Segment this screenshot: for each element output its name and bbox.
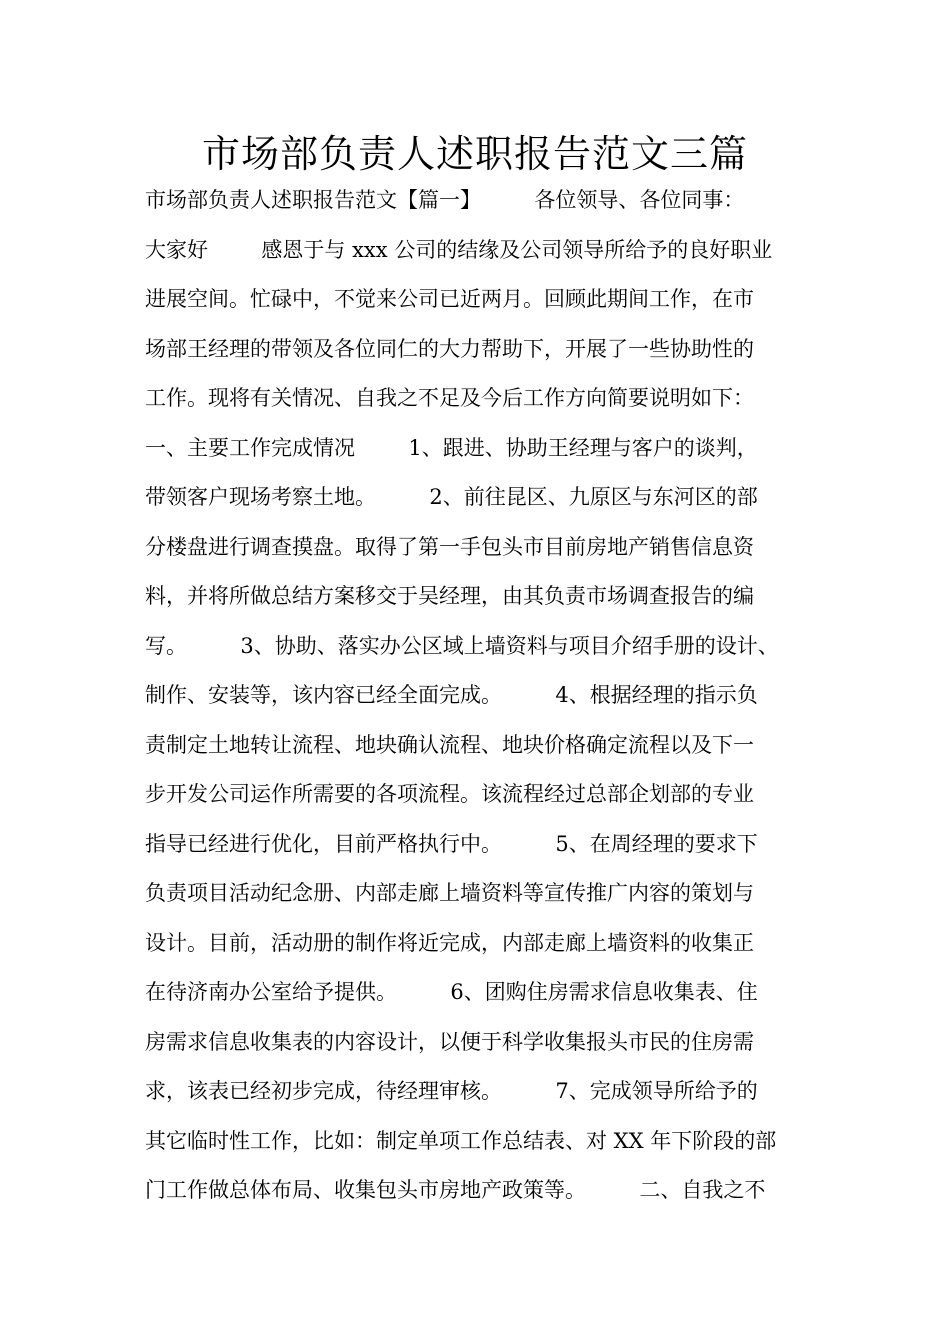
document-title: 市场部负责人述职报告范文三篇: [201, 132, 748, 176]
body-line: 料，并将所做总结方案移交于吴经理，由其负责市场调查报告的编: [145, 584, 754, 608]
body-line: 写。 3、协助、落实办公区域上墙资料与项目介绍手册的设计、: [145, 633, 779, 658]
body-line: 指导已经进行优化，目前严格执行中。 5、在周经理的要求下: [145, 831, 758, 856]
body-line: 一、主要工作完成情况 1、跟进、协助王经理与客户的谈判，: [145, 435, 758, 460]
body-line: 求，该表已经初步完成，待经理审核。 7、完成领导所给予的: [145, 1079, 758, 1103]
document-body: [145, 176, 825, 1216]
body-line: 分楼盘进行调查摸盘。取得了第一手包头市目前房地产销售信息资: [145, 534, 754, 559]
body-line: 负责项目活动纪念册、内部走廊上墙资料等宣传推广内容的策划与: [145, 881, 754, 905]
body-line: 设计。目前，活动册的制作将近完成，内部走廊上墙资料的收集正: [145, 930, 754, 955]
body-line: 房需求信息收集表的内容设计，以便于科学收集报头市民的住房需: [145, 1029, 754, 1054]
body-line: 步开发公司运作所需要的各项流程。该流程经过总部企划部的专业: [145, 782, 754, 806]
body-line: 门工作做总体布局、收集包头市房地产政策等。 二、自我之不: [145, 1178, 766, 1202]
body-line: 工作。现将有关情况、自我之不足及今后工作方向简要说明如下：: [145, 386, 754, 410]
body-line: 带领客户现场考察土地。 2、前往昆区、九原区与东河区的部: [145, 485, 758, 509]
body-line: 场部王经理的带领及各位同仁的大力帮助下，开展了一些协助性的: [145, 336, 754, 361]
body-line: 在待济南办公室给予提供。 6、团购住房需求信息收集表、住: [145, 980, 758, 1004]
body-line: 进展空间。忙碌中，不觉来公司已近两月。回顾此期间工作，在市: [145, 287, 754, 311]
body-line: 其它临时性工作，比如：制定单项工作总结表、对 XX 年下阶段的部: [145, 1128, 777, 1153]
body-line: 责制定土地转让流程、地块确认流程、地块价格确定流程以及下一: [145, 732, 754, 757]
body-line: 市场部负责人述职报告范文【篇一】 各位领导、各位同事：: [145, 188, 745, 212]
body-line: 大家好 感恩于与 xxx 公司的结缘及公司领导所给予的良好职业: [145, 237, 773, 262]
body-line: 制作、安装等，该内容已经全面完成。 4、根据经理的指示负: [145, 683, 758, 707]
